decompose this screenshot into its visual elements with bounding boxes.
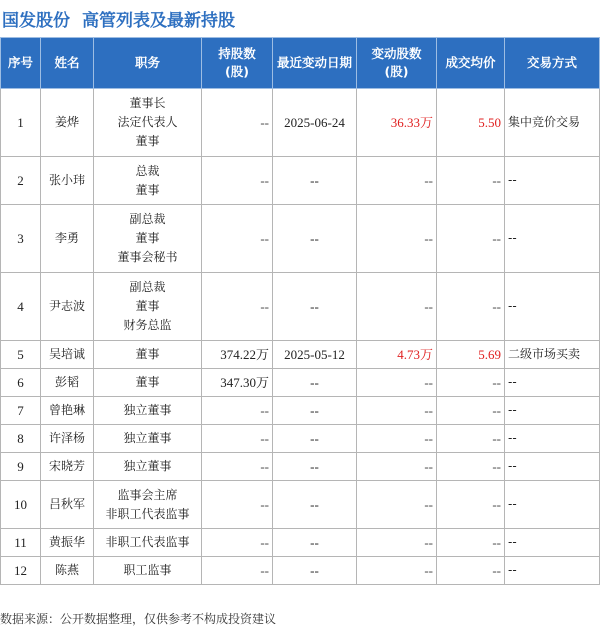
data-source-note: 数据来源：公开数据整理，仅供参考不构成投资建议 xyxy=(0,612,277,626)
holding-shares: 374.22万 xyxy=(202,341,273,369)
last-change-date: -- xyxy=(273,157,357,205)
table-row xyxy=(1,557,600,585)
executive-name: 曾艳琳 xyxy=(41,397,94,425)
holding-shares: -- xyxy=(202,205,273,273)
col-name-header: 姓名 xyxy=(41,38,94,89)
trade-method: -- xyxy=(505,273,600,341)
position-cell xyxy=(94,529,202,557)
position-label: 董事长 xyxy=(129,96,166,110)
executive-name: 许泽杨 xyxy=(41,425,94,453)
position-label: 法定代表人 xyxy=(117,115,178,129)
position-label: 董事会秘书 xyxy=(117,250,178,264)
last-change-date: -- xyxy=(273,481,357,529)
row-number: 2 xyxy=(1,157,41,205)
position-label: 职工监事 xyxy=(123,563,172,577)
table-row xyxy=(1,453,600,481)
change-shares: -- xyxy=(357,481,437,529)
executive-name: 彭韬 xyxy=(41,369,94,397)
table-row xyxy=(1,205,600,273)
company-name: 国发股份 xyxy=(2,10,70,31)
position-label: 独立董事 xyxy=(123,403,172,417)
change-shares: -- xyxy=(357,529,437,557)
change-shares: -- xyxy=(357,273,437,341)
position-cell xyxy=(94,425,202,453)
page-title: 高管列表及最新持股 xyxy=(82,10,235,31)
position-cell xyxy=(94,273,202,341)
holding-shares: -- xyxy=(202,529,273,557)
position-label: 董事 xyxy=(135,182,160,197)
trade-method: 集中竞价交易 xyxy=(505,89,600,157)
executive-name: 吴培诚 xyxy=(41,341,94,369)
avg-price: -- xyxy=(437,481,505,529)
avg-price: -- xyxy=(437,205,505,273)
trade-method: -- xyxy=(505,557,600,585)
trade-method: -- xyxy=(505,425,600,453)
position-label: 副总裁 xyxy=(129,212,166,226)
row-number: 1 xyxy=(1,89,41,157)
position-label: 非职工代表监事 xyxy=(105,535,190,549)
change-shares: -- xyxy=(357,453,437,481)
row-number: 4 xyxy=(1,273,41,341)
page-header xyxy=(0,0,600,36)
trade-method: -- xyxy=(505,205,600,273)
position-label: 董事 xyxy=(135,231,160,245)
position-label: 董事 xyxy=(135,299,160,313)
last-change-date: -- xyxy=(273,273,357,341)
executive-name: 尹志波 xyxy=(41,273,94,341)
col-position-header: 职务 xyxy=(94,38,202,89)
col-change-header: 变动股数 (股) xyxy=(357,38,437,89)
avg-price: 5.50 xyxy=(437,89,505,157)
table-row xyxy=(1,397,600,425)
trade-method: -- xyxy=(505,453,600,481)
executive-name: 姜烨 xyxy=(41,89,94,157)
change-shares: -- xyxy=(357,369,437,397)
last-change-date: -- xyxy=(273,369,357,397)
table-row xyxy=(1,529,600,557)
row-number: 8 xyxy=(1,425,41,453)
table-header-row xyxy=(1,38,600,89)
position-cell xyxy=(94,369,202,397)
row-number: 6 xyxy=(1,369,41,397)
avg-price: 5.69 xyxy=(437,341,505,369)
change-shares: -- xyxy=(357,557,437,585)
table-row xyxy=(1,425,600,453)
executive-name: 黄振华 xyxy=(41,529,94,557)
holding-shares: -- xyxy=(202,89,273,157)
position-label: 独立董事 xyxy=(123,459,172,473)
avg-price: -- xyxy=(437,557,505,585)
trade-method: -- xyxy=(505,529,600,557)
executive-name: 宋晓芳 xyxy=(41,453,94,481)
table-row xyxy=(1,89,600,157)
table-row xyxy=(1,481,600,529)
change-shares: -- xyxy=(357,425,437,453)
avg-price: -- xyxy=(437,425,505,453)
executive-name: 陈燕 xyxy=(41,557,94,585)
position-cell xyxy=(94,557,202,585)
table-row xyxy=(1,341,600,369)
avg-price: -- xyxy=(437,529,505,557)
trade-method: -- xyxy=(505,369,600,397)
position-label: 副总裁 xyxy=(129,280,166,294)
executives-table xyxy=(0,37,600,585)
holding-shares: -- xyxy=(202,425,273,453)
row-number: 3 xyxy=(1,205,41,273)
position-label: 董事 xyxy=(135,375,160,389)
executive-name: 吕秋军 xyxy=(41,481,94,529)
row-number: 10 xyxy=(1,481,41,529)
position-label: 非职工代表监事 xyxy=(105,506,190,521)
last-change-date: -- xyxy=(273,425,357,453)
trade-method: -- xyxy=(505,481,600,529)
last-change-date: 2025-05-12 xyxy=(273,341,357,369)
col-no-header: 序号 xyxy=(1,38,41,89)
row-number: 5 xyxy=(1,341,41,369)
change-shares: -- xyxy=(357,157,437,205)
last-change-date: 2025-06-24 xyxy=(273,89,357,157)
avg-price: -- xyxy=(437,273,505,341)
table-row xyxy=(1,369,600,397)
row-number: 12 xyxy=(1,557,41,585)
last-change-date: -- xyxy=(273,205,357,273)
change-shares: -- xyxy=(357,205,437,273)
position-label: 财务总监 xyxy=(123,318,172,332)
last-change-date: -- xyxy=(273,397,357,425)
position-label: 独立董事 xyxy=(123,431,172,445)
row-number: 9 xyxy=(1,453,41,481)
position-cell xyxy=(94,341,202,369)
col-date-header: 最近变动日期 xyxy=(273,38,357,89)
col-holding-header: 持股数 (股) xyxy=(202,38,273,89)
last-change-date: -- xyxy=(273,557,357,585)
position-cell xyxy=(94,481,202,529)
avg-price: -- xyxy=(437,397,505,425)
row-number: 7 xyxy=(1,397,41,425)
last-change-date: -- xyxy=(273,529,357,557)
position-label: 监事会主席 xyxy=(117,487,178,502)
trade-method: -- xyxy=(505,397,600,425)
table-row xyxy=(1,273,600,341)
executive-name: 李勇 xyxy=(41,205,94,273)
position-cell xyxy=(94,453,202,481)
row-number: 11 xyxy=(1,529,41,557)
position-cell xyxy=(94,89,202,157)
change-shares: 4.73万 xyxy=(357,341,437,369)
position-label: 董事 xyxy=(135,347,160,361)
table-body xyxy=(1,89,600,585)
avg-price: -- xyxy=(437,369,505,397)
position-label: 董事 xyxy=(135,134,160,148)
executive-name: 张小玮 xyxy=(41,157,94,205)
holding-shares: 347.30万 xyxy=(202,369,273,397)
holding-shares: -- xyxy=(202,453,273,481)
holding-shares: -- xyxy=(202,157,273,205)
position-cell xyxy=(94,157,202,205)
last-change-date: -- xyxy=(273,453,357,481)
position-label: 总裁 xyxy=(135,163,160,178)
holding-shares: -- xyxy=(202,481,273,529)
trade-method: -- xyxy=(505,157,600,205)
holding-shares: -- xyxy=(202,397,273,425)
col-method-header: 交易方式 xyxy=(505,38,600,89)
avg-price: -- xyxy=(437,157,505,205)
position-cell xyxy=(94,397,202,425)
holding-shares: -- xyxy=(202,273,273,341)
holding-shares: -- xyxy=(202,557,273,585)
trade-method: 二级市场买卖 xyxy=(505,341,600,369)
position-cell xyxy=(94,205,202,273)
table-row xyxy=(1,157,600,205)
avg-price: -- xyxy=(437,453,505,481)
change-shares: -- xyxy=(357,397,437,425)
change-shares: 36.33万 xyxy=(357,89,437,157)
col-price-header: 成交均价 xyxy=(437,38,505,89)
